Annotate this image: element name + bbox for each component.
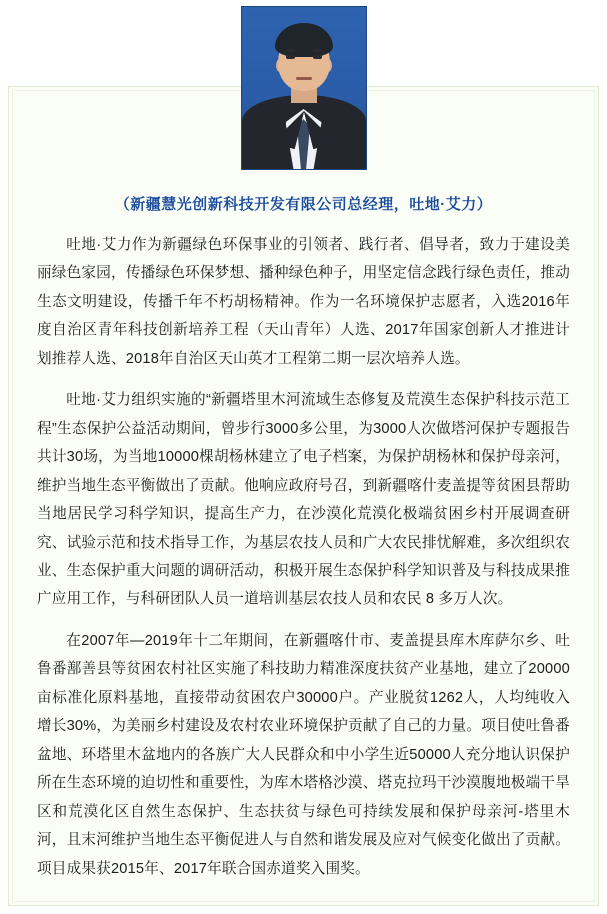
hair-shape — [275, 23, 333, 57]
portrait-photo — [241, 6, 367, 170]
eyebrow-left-shape — [285, 49, 296, 52]
content-card — [8, 86, 599, 906]
paragraph-2: 吐地·艾力组织实施的“新疆塔里木河流域生态修复及荒漠生态保护科技示范工程”生态保护公益活动期间，曾步行3000多公里，为3000人次做塔河保护专题报告共计30场，为当地10000棵胡杨林建立了电子档案，为保护胡杨林和保护母亲河，维护当地生态平衡做出了贡献。他响应政府号召，到新疆喀什麦盖提等贫困县帮助当地居民学习科学知识，提高生产力，在沙漠化荒漠化极端贫困乡村开展调查研究、试验示范和技术指导工作，为基层农技人员和广大农民排忧解难，多次组织农业、生态保护重大问题的调研活动，积极开展生态保护科学知识普及与科技成果推广应用工作，与科研团队人员一道培训基层农技人员和农民 8 多万人次。 — [37, 392, 570, 608]
portrait-illustration — [242, 7, 366, 169]
page-title: （新疆慧光创新科技开发有限公司总经理，吐地·艾力） — [114, 196, 493, 213]
paragraph-1: 吐地·艾力作为新疆绿色环保事业的引领者、践行者、倡导者，致力于建设美丽绿色家园，传播绿色环保梦想、播种绿色种子，用坚定信念践行绿色责任，推动生态文明建设，传播千年不朽胡杨精神。作为一名环境保护志愿者，入选2016年度自治区青年科技创新培养工程（天山青年）人选、2017年国家创新人才推进计划推荐人选、2018年自治区天山英才工程第二期一层次培养人选。 — [37, 237, 570, 367]
eye-left-shape — [286, 55, 295, 59]
paragraph-3: 在2007年—2019年十二年期间，在新疆喀什市、麦盖提县库木库萨尔乡、吐鲁番鄯善县等贫困农村社区实施了科技助力精准深度扶贫产业基地，建立了20000亩标准化原料基地，直接带动贫困农户30000户。产业脱贫1262人，人均纯收入增长30%，为美丽乡村建设及农村农业环境保护贡献了自己的力量。项目使吐鲁番盆地、环塔里木盆地内的各族广大人民群众和中小学生近50000人充分地认识保护所在生态环境的迫切性和重要性，为库木塔格沙漠、塔克拉玛干沙漠腹地极端干旱区和荒漠化区自然生态保护、生态扶贫与绿色可持续发展和保护母亲河-塔里木河，且末河维护当地生态平衡促进人与自然和谐发展及应对气候变化做出了贡献。项目成果获2015年、2017年联合国赤道奖入围奖。 — [37, 632, 570, 877]
mouth-shape — [296, 77, 312, 80]
eyebrow-right-shape — [312, 49, 323, 52]
eye-right-shape — [313, 55, 322, 59]
